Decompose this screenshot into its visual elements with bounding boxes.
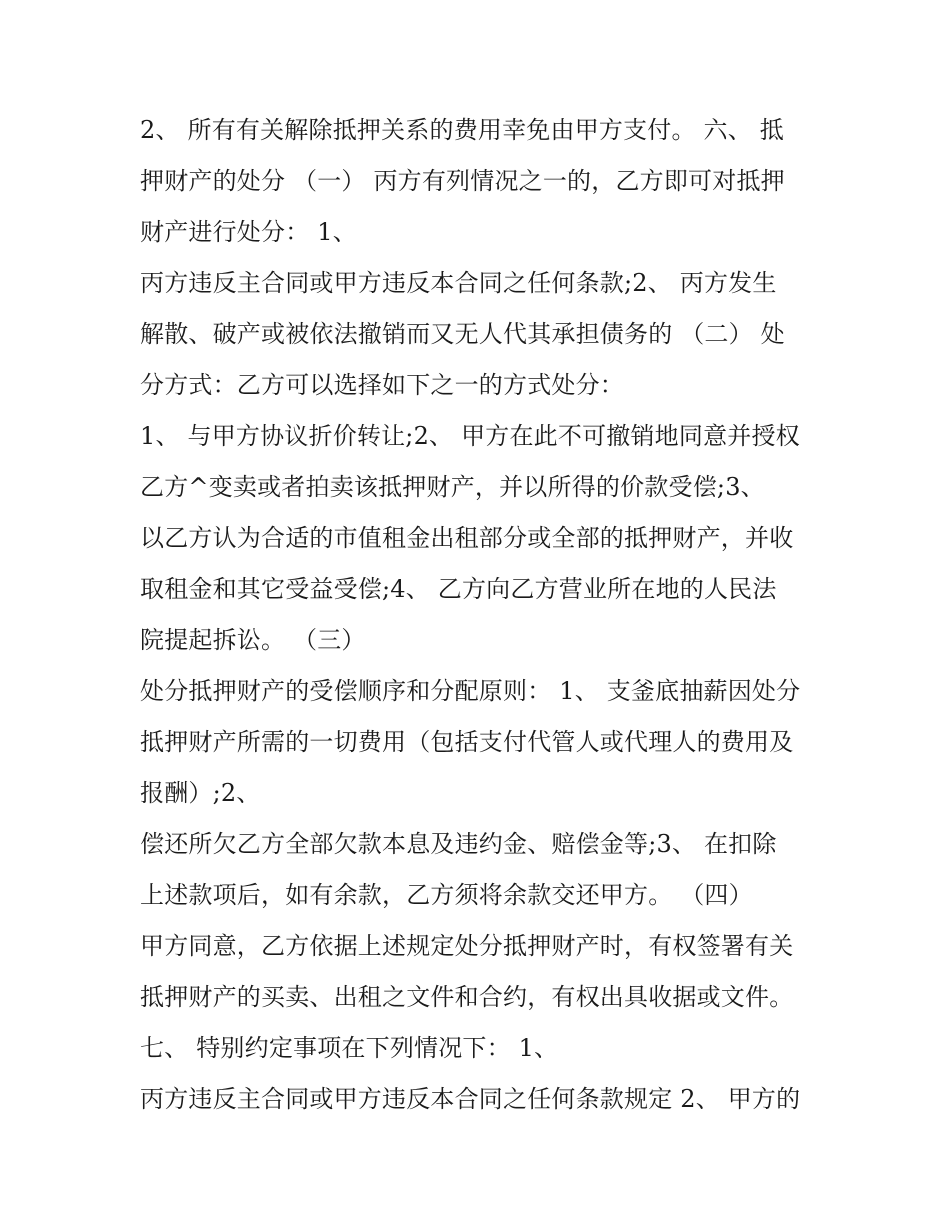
text-line: 乙方^变卖或者拍卖该抵押财产，并以所得的价款受偿;3、 [140,473,765,501]
text-line: 抵押财产的买卖、出租之文件和合约，有权出具收据或文件。 [140,983,794,1011]
text-line: 2、 所有有关解除抵押关系的费用幸免由甲方支付。 六、 抵 [140,116,784,144]
text-line: 上述款项后，如有余款，乙方须将余款交还甲方。 （四） [140,881,753,909]
text-line: 丙方违反主合同或甲方违反本合同之任何条款;2、 丙方发生 [140,269,777,297]
text-line: 以乙方认为合适的市值租金出租部分或全部的抵押财产，并收 [140,524,794,552]
text-line: 处分抵押财产的受偿顺序和分配原则： 1、 支釜底抽薪因处分 [140,677,801,705]
text-line: 财产进行处分： 1、 [140,218,357,246]
text-line: 解散、破产或被依法撤销而又无人代其承担债务的 （二） 处 [140,320,785,348]
text-line: 1、 与甲方协议折价转让;2、 甲方在此不可撤销地同意并授权 [140,422,800,450]
text-line: 取租金和其它受益受偿;4、 乙方向乙方营业所在地的人民法 [140,575,777,603]
text-line: 报酬）;2、 [140,779,261,807]
text-line: 偿还所欠乙方全部欠款本息及违约金、赔偿金等;3、 在扣除 [140,830,777,858]
document-body [140,108,830,1128]
text-line: 抵押财产所需的一切费用（包括支付代管人或代理人的费用及 [140,728,794,756]
text-line: 丙方违反主合同或甲方违反本合同之任何条款规定 2、 甲方的 [140,1085,801,1113]
text-line: 分方式：乙方可以选择如下之一的方式处分： [140,371,624,399]
text-line: 七、 特别约定事项在下列情况下： 1、 [140,1034,559,1062]
text-line: 院提起拆讼。 （三） [140,626,366,654]
text-line: 押财产的处分 （一） 丙方有列情况之一的，乙方即可对抵押 [140,167,785,195]
text-line: 甲方同意，乙方依据上述规定处分抵押财产时，有权签署有关 [140,932,794,960]
